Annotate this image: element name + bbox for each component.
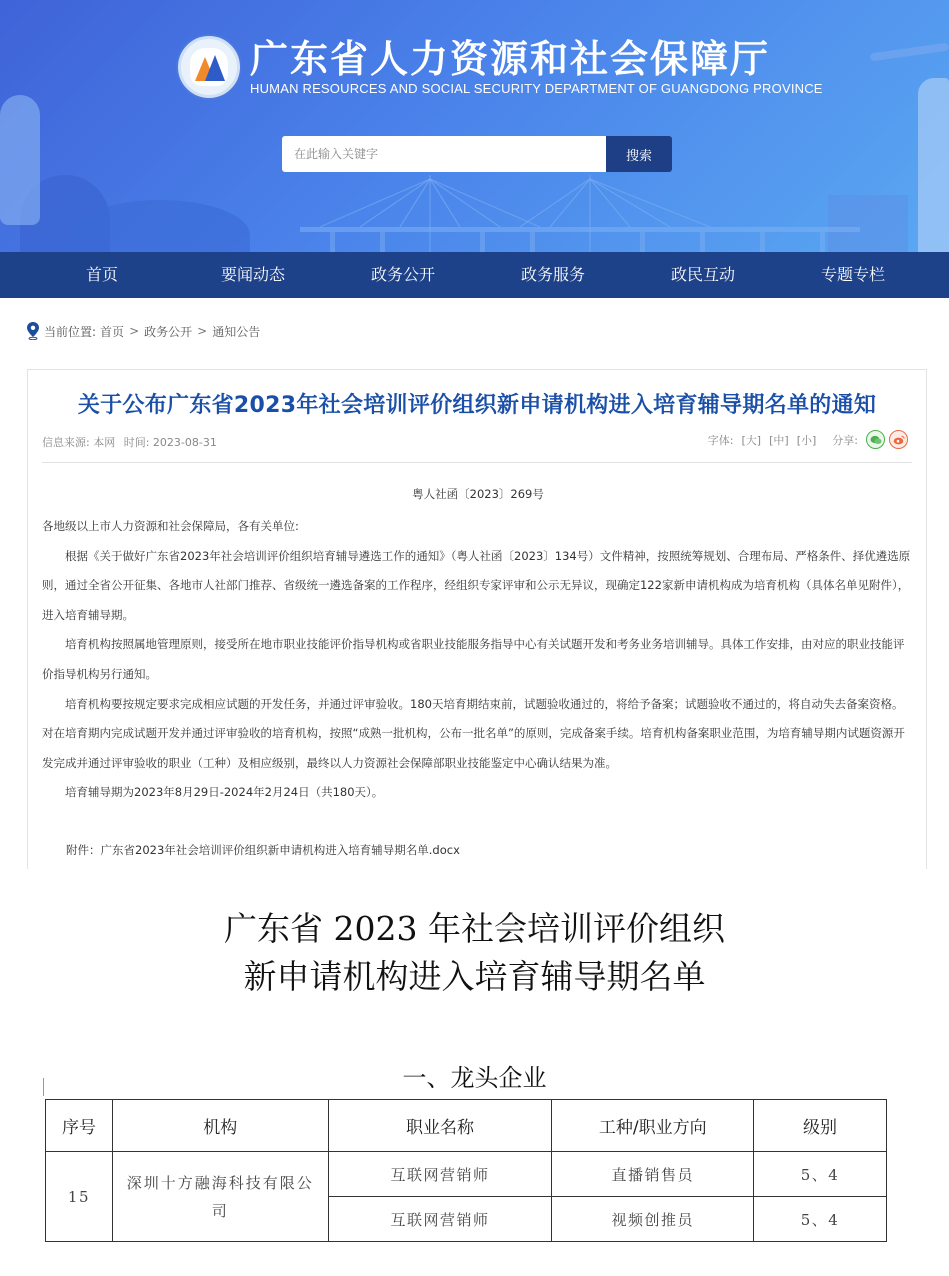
institution-table (45, 1099, 887, 1242)
nav-item-gov-services[interactable]: 政务服务 (520, 265, 585, 284)
search-button[interactable]: 搜索 (606, 136, 672, 172)
table-row (46, 1152, 887, 1197)
article-meta (42, 434, 217, 450)
article-source: 信息来源: 本网 (42, 436, 116, 449)
cell-direction: 视频创推员 (552, 1197, 754, 1242)
article-body (42, 482, 914, 862)
article-tools (708, 430, 908, 449)
document-title-line2: 新申请机构进入培育辅导期名单 (243, 957, 706, 996)
document-title-line1: 广东省 2023 年社会培训评价组织 (224, 909, 725, 948)
font-size-label: 字体: (707, 433, 734, 447)
nav-item-home[interactable]: 首页 (85, 265, 118, 284)
header-banner (0, 0, 949, 252)
breadcrumb-prefix: 当前位置: (44, 324, 97, 339)
bridge-decoration (300, 175, 860, 252)
cell-index: 15 (46, 1152, 113, 1242)
font-size-medium-button[interactable]: [中] (769, 433, 789, 447)
cell-direction: 直播销售员 (552, 1152, 754, 1197)
header-index: 序号 (46, 1100, 113, 1152)
document-number: 粤人社函〔2023〕269号 (412, 487, 544, 501)
share-label: 分享: (832, 433, 858, 447)
site-title-en: HUMAN RESOURCES AND SOCIAL SECURITY DEPARTMENT OF GUANGDONG PROVINCE (250, 81, 823, 96)
breadcrumb-link-home[interactable]: 首页 (100, 324, 125, 339)
nav-item-news[interactable]: 要闻动态 (220, 265, 285, 284)
table-header-row (46, 1100, 887, 1152)
nav-item-gov-disclosure[interactable]: 政务公开 (370, 265, 435, 284)
header-level: 级别 (754, 1100, 887, 1152)
person-silhouette-decoration (0, 95, 40, 225)
breadcrumb (26, 322, 260, 340)
breadcrumb-link-notices[interactable]: 通知公告 (212, 324, 261, 339)
breadcrumb-link-gov-disclosure[interactable]: 政务公开 (144, 324, 193, 339)
location-pin-icon (26, 322, 40, 340)
section-title: 一、龙头企业 (402, 1064, 547, 1092)
font-size-small-button[interactable]: [小] (796, 433, 817, 447)
cell-org: 深圳十方融海科技有限公司 (112, 1152, 328, 1242)
page-edge-mark (43, 1078, 44, 1096)
breadcrumb-separator: > (129, 324, 140, 338)
department-emblem-icon (178, 36, 240, 98)
article-date: 时间: 2023-08-31 (123, 436, 217, 449)
search-bar (282, 136, 672, 172)
article-paragraph: 培育机构要按规定要求完成相应试题的开发任务，并通过评审验收。180天培育期结束前，试题验收通过的，将给予备案；试题验收不通过的，将自动失去备案资格。对在培育期内完成试题开发并通过评审验收的培育机构，按照“成熟一批机构，公布一批名单”的原则，完成备案手续。培育机构备案职业范围，为培育辅导期内试题资源开发完成并通过评审验收的职业（工种）及相应级别，最终以人力资源社会保障部职业技能鉴定中心确认结果为准。 (42, 696, 905, 770)
article-card (27, 369, 927, 869)
nav-item-special-topics[interactable]: 专题专栏 (820, 265, 885, 284)
wechat-share-icon[interactable] (866, 430, 885, 449)
meta-divider (42, 462, 912, 463)
cell-level: 5、4 (754, 1152, 887, 1197)
site-logo[interactable] (178, 36, 823, 98)
article-paragraph: 培育机构按照属地管理原则，接受所在地市职业技能评价指导机构或省职业技能服务指导中心有关试题开发和考务业务培训辅导。具体工作安排，由对应的职业技能评价指导机构另行通知。 (42, 637, 905, 681)
article-paragraph: 培育辅导期为2023年8月29日-2024年2月24日（共180天）。 (65, 785, 384, 800)
salutation: 各地级以上市人力资源和社会保障局，各有关单位: (42, 519, 299, 533)
article-title: 关于公布广东省2023年社会培训评价组织新申请机构进入培育辅导期名单的通知 (77, 393, 877, 418)
header-org: 机构 (112, 1100, 328, 1152)
header-occupation: 职业名称 (328, 1100, 552, 1152)
document-title (0, 905, 949, 1001)
site-title-cn: 广东省人力资源和社会保障厅 (250, 37, 771, 81)
weibo-share-icon[interactable] (889, 430, 908, 449)
font-size-large-button[interactable]: [大] (741, 433, 762, 447)
main-nav (0, 252, 949, 298)
cell-occupation: 互联网营销师 (328, 1197, 552, 1242)
person-silhouette-decoration (918, 78, 949, 252)
cell-occupation: 互联网营销师 (328, 1152, 552, 1197)
attachment-link[interactable]: 附件：广东省2023年社会培训评价组织新申请机构进入培育辅导期名单.docx (66, 842, 460, 857)
header-direction: 工种/职业方向 (552, 1100, 754, 1152)
breadcrumb-separator: > (197, 324, 208, 338)
airplane-decoration (870, 43, 949, 62)
nav-item-interaction[interactable]: 政民互动 (670, 265, 735, 284)
article-paragraph: 根据《关于做好广东省2023年社会培训评价组织培育辅导遴选工作的通知》（粤人社函〔2023〕134号）文件精神，按照统筹规划、合理布局、严格条件、择优遴选原则，通过全省公开征集、各地市人社部门推荐、省级统一遴选备案的工作程序，经组织专家评审和公示无异议，现确定122家新申请机构成为培育机构（具体名单见附件），进入培育辅导期。 (42, 548, 911, 622)
search-input[interactable] (282, 136, 606, 172)
cell-level: 5、4 (754, 1197, 887, 1242)
